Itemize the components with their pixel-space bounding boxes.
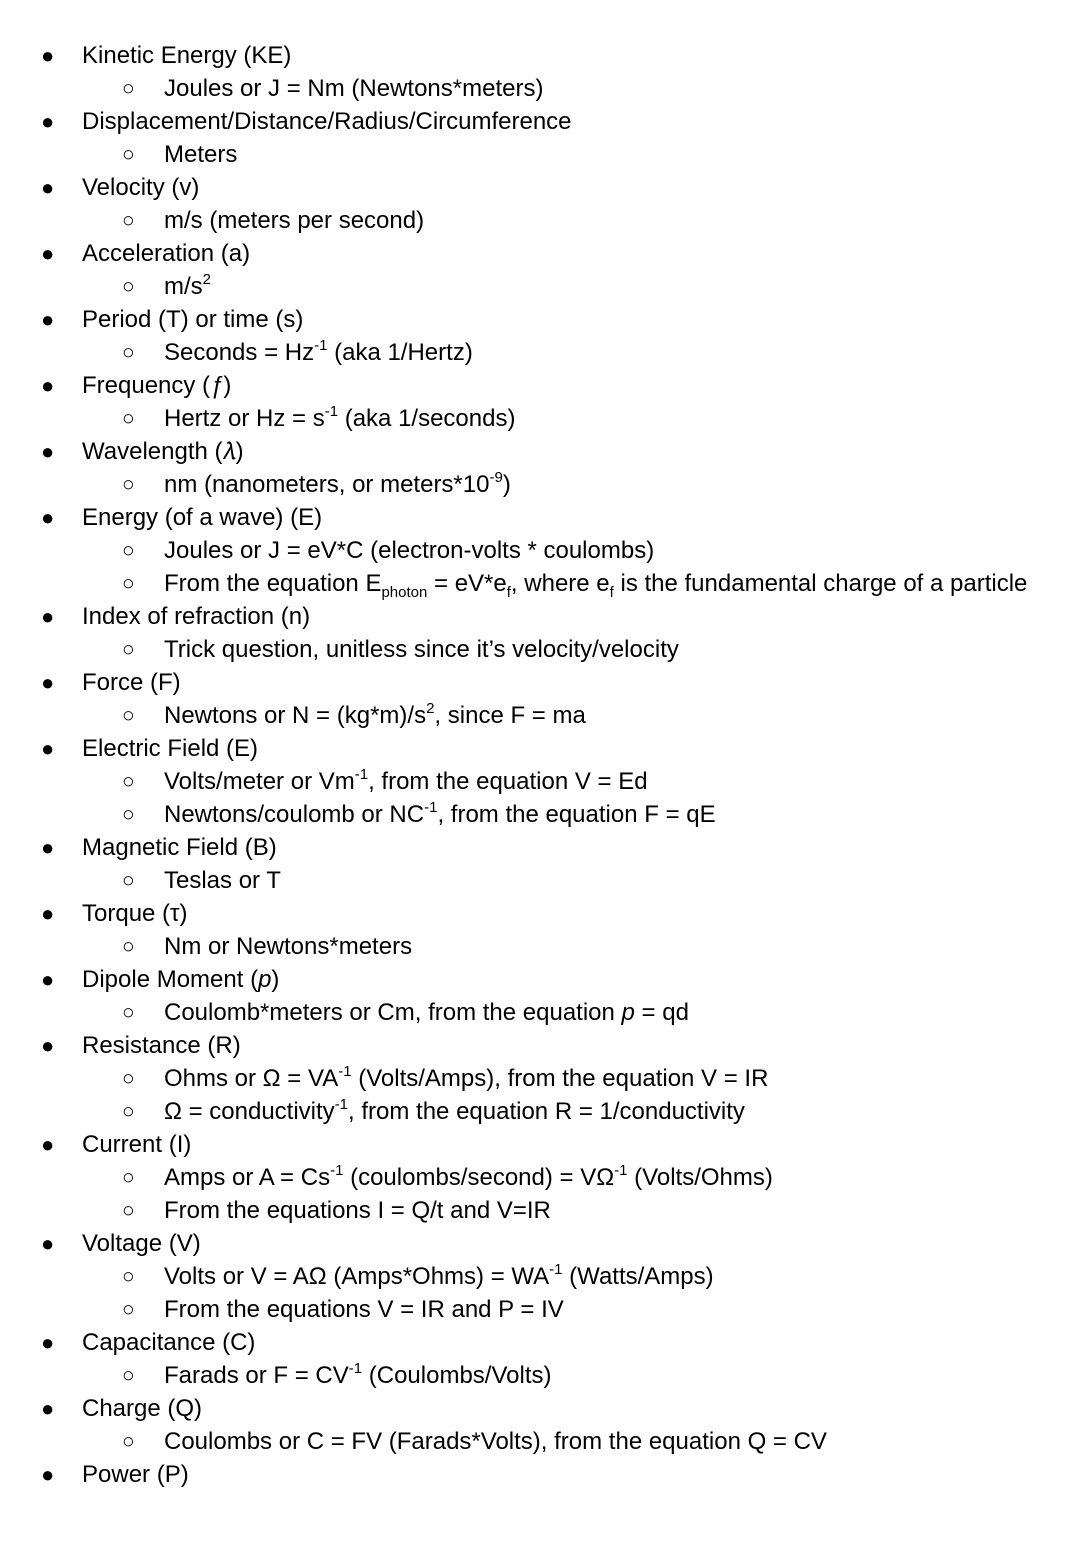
list-item: [0, 1392, 1084, 1425]
filled-bullet-icon: ●: [41, 373, 55, 398]
filled-bullet-icon: ●: [41, 604, 55, 629]
sub-list-item: [0, 72, 1084, 105]
filled-bullet-icon: ●: [41, 1462, 55, 1487]
filled-bullet-icon: ●: [41, 1132, 55, 1157]
list-item: [0, 1128, 1084, 1161]
list-item: [0, 963, 1084, 996]
quantity-heading: Magnetic Field (B): [82, 834, 277, 861]
hollow-bullet-icon: ○: [122, 638, 135, 661]
hollow-bullet-icon: ○: [122, 935, 135, 958]
sub-list-item: [0, 798, 1084, 831]
italic-symbol: ƒ: [210, 372, 224, 399]
superscript: -9: [489, 469, 503, 486]
filled-bullet-icon: ●: [41, 967, 55, 992]
unit-description: m/s (meters per second): [164, 207, 425, 234]
sub-list-item: [0, 534, 1084, 567]
superscript: -1: [338, 1063, 352, 1080]
sub-list-item: [0, 336, 1084, 369]
unit-description: Hertz or $Hz = s^{-1}$ (aka 1/seconds): [164, 403, 516, 432]
filled-bullet-icon: ●: [41, 1231, 55, 1256]
list-item: [0, 369, 1084, 402]
hollow-bullet-icon: ○: [122, 143, 135, 166]
quantity-heading: Voltage (V): [82, 1230, 201, 1257]
superscript: -1: [424, 799, 438, 816]
unit-description: Joules or J = Nm (Newtons*meters): [164, 75, 544, 102]
units-bullet-list: [0, 39, 1084, 1491]
unit-description: Teslas or T: [164, 867, 281, 894]
unit-description: Ω = conductivity$^{-1}$, from the equation R = 1/conductivity: [164, 1096, 745, 1125]
hollow-bullet-icon: ○: [122, 473, 135, 496]
superscript: -1: [614, 1162, 628, 1179]
sub-list-item: [0, 1425, 1084, 1458]
hollow-bullet-icon: ○: [122, 1166, 135, 1189]
list-item: [0, 897, 1084, 930]
hollow-bullet-icon: ○: [122, 77, 135, 100]
unit-description: Amps or $A = Cs^{-1}$ (coulombs/second) = $V\Omega^{-1}$ (Volts/Ohms): [164, 1162, 773, 1191]
quantity-heading: Frequency (ƒ): [82, 372, 232, 399]
sub-list-item: [0, 1293, 1084, 1326]
hollow-bullet-icon: ○: [122, 803, 135, 826]
superscript: -1: [314, 337, 328, 354]
filled-bullet-icon: ●: [41, 241, 55, 266]
list-item: [0, 501, 1084, 534]
superscript: -1: [324, 403, 339, 420]
filled-bullet-icon: ●: [41, 1396, 55, 1421]
list-item: [0, 105, 1084, 138]
sub-list-item: [0, 699, 1084, 732]
sub-list-item: [0, 1161, 1084, 1194]
quantity-heading: Electric Field (E): [82, 735, 259, 762]
italic-symbol: p: [258, 966, 272, 993]
sub-list-item: [0, 204, 1084, 237]
unit-description: Seconds = $Hz^{-1}$ (aka 1/Hertz): [164, 337, 473, 366]
hollow-bullet-icon: ○: [122, 572, 135, 595]
list-item: [0, 831, 1084, 864]
sub-list-item: [0, 864, 1084, 897]
hollow-bullet-icon: ○: [122, 1265, 135, 1288]
list-item: [0, 39, 1084, 72]
list-item: [0, 666, 1084, 699]
unit-description: From the equations I = Q/t and V=IR: [164, 1197, 551, 1224]
quantity-heading: Torque (τ): [82, 900, 188, 927]
unit-description: Trick question, unitless since it’s velocity/velocity: [164, 636, 679, 663]
unit-description: Nm or Newtons*meters: [164, 933, 413, 960]
quantity-heading: Acceleration (a): [82, 240, 251, 267]
subscript: f: [609, 584, 614, 601]
filled-bullet-icon: ●: [41, 835, 55, 860]
hollow-bullet-icon: ○: [122, 539, 135, 562]
quantity-heading: Current (I): [82, 1131, 192, 1158]
hollow-bullet-icon: ○: [122, 1100, 135, 1123]
list-item: [0, 1326, 1084, 1359]
list-item: [0, 1458, 1084, 1491]
hollow-bullet-icon: ○: [122, 1298, 135, 1321]
hollow-bullet-icon: ○: [122, 1364, 135, 1387]
quantity-heading: Velocity (v): [82, 174, 200, 201]
sub-list-item: [0, 468, 1084, 501]
hollow-bullet-icon: ○: [122, 1430, 135, 1453]
quantity-heading: Kinetic Energy (KE): [82, 42, 292, 69]
hollow-bullet-icon: ○: [122, 1001, 135, 1024]
subscript: photon: [381, 584, 428, 601]
unit-description: Newtons/coulomb or $NC^{-1}$, from the equation F = qE: [164, 799, 716, 828]
sub-list-item: [0, 1095, 1084, 1128]
unit-description: nm (nanometers, or $meters*10^{-9}$): [164, 469, 511, 498]
hollow-bullet-icon: ○: [122, 407, 135, 430]
sub-list-item: [0, 567, 1084, 600]
unit-description: From the equation $E_{photon} = eV*e_f$, where $e_f$ is the fundamental charge of a particle: [164, 570, 1028, 601]
quantity-heading: Resistance (R): [82, 1032, 241, 1059]
filled-bullet-icon: ●: [41, 175, 55, 200]
filled-bullet-icon: ●: [41, 307, 55, 332]
sub-list-item: [0, 1194, 1084, 1227]
sub-list-item: [0, 765, 1084, 798]
superscript: -1: [330, 1162, 344, 1179]
quantity-heading: Dipole Moment (p): [82, 966, 280, 993]
filled-bullet-icon: ●: [41, 1033, 55, 1058]
filled-bullet-icon: ●: [41, 1330, 55, 1355]
quantity-heading: Power (P): [82, 1461, 189, 1488]
sub-list-item: [0, 138, 1084, 171]
unit-description: Ohms or $\Omega = VA^{-1}$ (Volts/Amps), from the equation V = IR: [164, 1063, 769, 1092]
filled-bullet-icon: ●: [41, 901, 55, 926]
hollow-bullet-icon: ○: [122, 1199, 135, 1222]
list-item: [0, 435, 1084, 468]
list-item: [0, 237, 1084, 270]
italic-symbol: p: [621, 999, 635, 1026]
filled-bullet-icon: ●: [41, 43, 55, 68]
superscript: -1: [354, 766, 369, 783]
unit-description: Coulomb*meters or Cm, from the equation p = qd: [164, 999, 689, 1026]
superscript: -1: [334, 1096, 349, 1113]
filled-bullet-icon: ●: [41, 439, 55, 464]
hollow-bullet-icon: ○: [122, 1067, 135, 1090]
hollow-bullet-icon: ○: [122, 209, 135, 232]
unit-description: Coulombs or C = FV (Farads*Volts), from the equation Q = CV: [164, 1428, 827, 1455]
quantity-heading: Wavelength (𝜆): [82, 438, 244, 465]
unit-description: Meters: [164, 141, 238, 168]
list-item: [0, 1029, 1084, 1062]
quantity-heading: Displacement/Distance/Radius/Circumference: [82, 108, 572, 135]
hollow-bullet-icon: ○: [122, 275, 135, 298]
sub-list-item: [0, 930, 1084, 963]
filled-bullet-icon: ●: [41, 109, 55, 134]
sub-list-item: [0, 633, 1084, 666]
list-item: [0, 732, 1084, 765]
unit-description: Joules or J = eV*C (electron-volts * coulombs): [164, 537, 655, 564]
quantity-heading: Charge (Q): [82, 1395, 203, 1422]
hollow-bullet-icon: ○: [122, 704, 135, 727]
unit-description: From the equations V = IR and P = IV: [164, 1296, 564, 1323]
superscript: -1: [549, 1261, 563, 1278]
sub-list-item: [0, 1062, 1084, 1095]
unit-description: Volts or V = AΩ (Amps*Ohms) = $WA^{-1}$ (Watts/Amps): [164, 1261, 714, 1290]
superscript: 2: [426, 700, 435, 717]
hollow-bullet-icon: ○: [122, 341, 135, 364]
unit-description: Volts/meter or $Vm^{-1}$, from the equation V = Ed: [164, 766, 648, 795]
quantity-heading: Period (T) or time (s): [82, 306, 304, 333]
unit-description: Farads or $F = CV^{-1}$ (Coulombs/Volts): [164, 1360, 552, 1389]
list-item: [0, 600, 1084, 633]
subscript: f: [506, 584, 511, 601]
unit-description: Newtons or $N = (kg*m)/s^2$, since F = ma: [164, 700, 586, 729]
quantity-heading: Capacitance (C): [82, 1329, 256, 1356]
sub-list-item: [0, 1260, 1084, 1293]
sub-list-item: [0, 996, 1084, 1029]
sub-list-item: [0, 402, 1084, 435]
quantity-heading: Force (F): [82, 669, 181, 696]
superscript: 2: [202, 271, 212, 288]
list-item: [0, 1227, 1084, 1260]
hollow-bullet-icon: ○: [122, 770, 135, 793]
filled-bullet-icon: ●: [41, 670, 55, 695]
quantity-heading: Energy (of a wave) (E): [82, 504, 323, 531]
quantity-heading: Index of refraction (n): [82, 603, 311, 630]
superscript: -1: [348, 1360, 363, 1377]
filled-bullet-icon: ●: [41, 505, 55, 530]
list-item: [0, 171, 1084, 204]
sub-list-item: [0, 1359, 1084, 1392]
unit-description: $m/s^2$: [164, 271, 212, 300]
hollow-bullet-icon: ○: [122, 869, 135, 892]
sub-list-item: [0, 270, 1084, 303]
filled-bullet-icon: ●: [41, 736, 55, 761]
list-item: [0, 303, 1084, 336]
